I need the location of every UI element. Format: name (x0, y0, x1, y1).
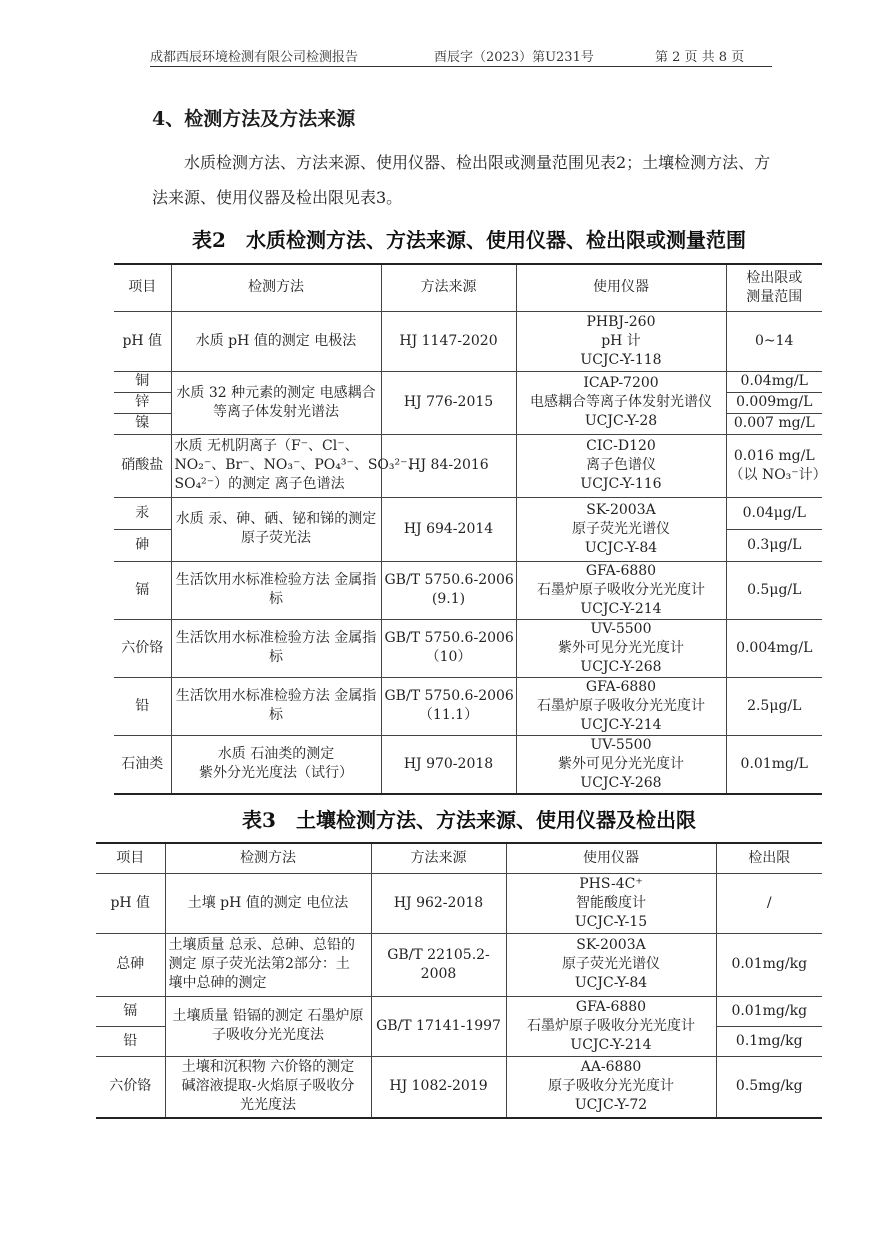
source-cell: GB/T 17141-1997 (371, 996, 506, 1056)
item-cell: 锌 (114, 392, 171, 413)
source-cell: HJ 970-2018 (381, 735, 516, 794)
header-rule (150, 66, 772, 67)
item-cell: 硝酸盐 (114, 434, 171, 497)
item-cell: 砷 (114, 529, 171, 561)
limit-cell: 0.04mg/L (726, 371, 822, 392)
instrument-cell: CIC-D120 离子色谱仪 UCJC-Y-116 (516, 434, 726, 497)
limit-cell: 0.1mg/kg (716, 1026, 822, 1056)
item-cell: 总砷 (96, 933, 165, 996)
table2-caption: 表2 水质检测方法、方法来源、使用仪器、检出限或测量范围 (192, 228, 746, 252)
limit-cell: 2.5μg/L (726, 677, 822, 735)
limit-cell: 0.04μg/L (726, 497, 822, 529)
instrument-cell: PHS-4C⁺ 智能酸度计 UCJC-Y-15 (506, 873, 716, 933)
table-header-row (114, 264, 822, 311)
table-row (96, 873, 822, 933)
header-method: 检测方法 (171, 264, 381, 311)
table-row (114, 735, 822, 794)
limit-cell: 0.5μg/L (726, 561, 822, 619)
source-cell: HJ 1082-2019 (371, 1056, 506, 1118)
item-cell: 铅 (114, 677, 171, 735)
limit-cell: 0.016 mg/L （以 NO₃⁻计） (726, 434, 822, 497)
section-heading: 4、检测方法及方法来源 (152, 108, 356, 130)
item-cell: 汞 (114, 497, 171, 529)
method-cell: 水质 无机阴离子（F⁻、Cl⁻、 NO₂⁻、Br⁻、NO₃⁻、PO₄³⁻、SO₃²⁻、 SO₄²⁻）的测定 离子色谱法 (171, 434, 381, 497)
instrument-cell: SK-2003A 原子荧光光谱仪 UCJC-Y-84 (506, 933, 716, 996)
header-source: 方法来源 (371, 843, 506, 873)
instrument-cell: GFA-6880 石墨炉原子吸收分光光度计 UCJC-Y-214 (516, 561, 726, 619)
table-row (96, 1056, 822, 1118)
item-cell: pH 值 (96, 873, 165, 933)
header-item: 项目 (96, 843, 165, 873)
method-cell: 水质 石油类的测定 紫外分光光度法（试行） (171, 735, 381, 794)
limit-cell: 0.3μg/L (726, 529, 822, 561)
table-row (114, 561, 822, 619)
header-item: 项目 (114, 264, 171, 311)
item-cell: 铅 (96, 1026, 165, 1056)
method-cell: 水质 32 种元素的测定 电感耦合等离子体发射光谱法 (171, 371, 381, 434)
instrument-cell: UV-5500 紫外可见分光光度计 UCJC-Y-268 (516, 735, 726, 794)
source-cell: HJ 962-2018 (371, 873, 506, 933)
method-cell: 水质 pH 值的测定 电极法 (171, 311, 381, 371)
source-cell: HJ 84-2016 (381, 434, 516, 497)
table-row (96, 996, 822, 1026)
instrument-cell: GFA-6880 石墨炉原子吸收分光光度计 UCJC-Y-214 (506, 996, 716, 1056)
item-cell: pH 值 (114, 311, 171, 371)
source-cell: HJ 1147-2020 (381, 311, 516, 371)
page-header (150, 46, 772, 66)
item-cell: 镉 (96, 996, 165, 1026)
company-report-title: 成都西辰环境检测有限公司检测报告 (150, 50, 359, 65)
table-row (114, 434, 822, 497)
method-cell: 土壤质量 铅镉的测定 石墨炉原子吸收分光光度法 (165, 996, 371, 1056)
item-cell: 石油类 (114, 735, 171, 794)
table-row (114, 497, 822, 529)
water-methods-table (114, 263, 827, 795)
source-cell: GB/T 5750.6-2006 （11.1） (381, 677, 516, 735)
header-instrument: 使用仪器 (506, 843, 716, 873)
header-instrument: 使用仪器 (516, 264, 726, 311)
instrument-cell: PHBJ-260 pH 计 UCJC-Y-118 (516, 311, 726, 371)
limit-cell: 0.007 mg/L (726, 413, 822, 434)
limit-cell: 0.5mg/kg (716, 1056, 822, 1118)
instrument-cell: UV-5500 紫外可见分光光度计 UCJC-Y-268 (516, 619, 726, 677)
header-method: 检测方法 (165, 843, 371, 873)
report-number: 酉辰字（2023）第U231号 (434, 50, 594, 65)
method-cell: 土壤和沉积物 六价铬的测定 碱溶液提取-火焰原子吸收分 光光度法 (165, 1056, 371, 1118)
soil-methods-table (96, 842, 822, 1119)
method-cell: 生活饮用水标准检验方法 金属指标 (171, 677, 381, 735)
header-source: 方法来源 (381, 264, 516, 311)
item-cell: 镍 (114, 413, 171, 434)
item-cell: 六价铬 (114, 619, 171, 677)
instrument-cell: SK-2003A 原子荧光光谱仪 UCJC-Y-84 (516, 497, 726, 561)
header-limit: 检出限 (716, 843, 822, 873)
table-row (114, 371, 822, 392)
limit-cell: / (716, 873, 822, 933)
limit-cell: 0.009mg/L (726, 392, 822, 413)
table-header-row (96, 843, 822, 873)
limit-cell: 0.004mg/L (726, 619, 822, 677)
table-row (114, 619, 822, 677)
page-number: 第 2 页 共 8 页 (655, 50, 745, 65)
table-row (114, 677, 822, 735)
limit-cell: 0.01mg/L (726, 735, 822, 794)
method-cell: 生活饮用水标准检验方法 金属指标 (171, 561, 381, 619)
source-cell: GB/T 22105.2-2008 (371, 933, 506, 996)
source-cell: HJ 776-2015 (381, 371, 516, 434)
section-paragraph: 水质检测方法、方法来源、使用仪器、检出限或测量范围见表2；土壤检测方法、方法来源、使用仪器及检出限见表3。 (152, 153, 771, 207)
method-cell: 土壤质量 总汞、总砷、总铅的 测定 原子荧光法第2部分：土 壤中总砷的测定 (165, 933, 371, 996)
instrument-cell: AA-6880 原子吸收分光光度计 UCJC-Y-72 (506, 1056, 716, 1118)
limit-cell: 0.01mg/kg (716, 996, 822, 1026)
item-cell: 六价铬 (96, 1056, 165, 1118)
item-cell: 镉 (114, 561, 171, 619)
header-limit: 检出限或 测量范围 (726, 264, 822, 311)
source-cell: HJ 694-2014 (381, 497, 516, 561)
table-row (96, 933, 822, 996)
method-cell: 生活饮用水标准检验方法 金属指标 (171, 619, 381, 677)
table3-caption: 表3 土壤检测方法、方法来源、使用仪器及检出限 (242, 808, 696, 832)
limit-cell: 0~14 (726, 311, 822, 371)
instrument-cell: GFA-6880 石墨炉原子吸收分光光度计 UCJC-Y-214 (516, 677, 726, 735)
limit-cell: 0.01mg/kg (716, 933, 822, 996)
item-cell: 铜 (114, 371, 171, 392)
table-row (114, 311, 822, 371)
instrument-cell: ICAP-7200 电感耦合等离子体发射光谱仪 UCJC-Y-28 (516, 371, 726, 434)
source-cell: GB/T 5750.6-2006 (9.1) (381, 561, 516, 619)
method-cell: 水质 汞、砷、硒、铋和锑的测定 原子荧光法 (171, 497, 381, 561)
method-cell: 土壤 pH 值的测定 电位法 (165, 873, 371, 933)
source-cell: GB/T 5750.6-2006 （10） (381, 619, 516, 677)
